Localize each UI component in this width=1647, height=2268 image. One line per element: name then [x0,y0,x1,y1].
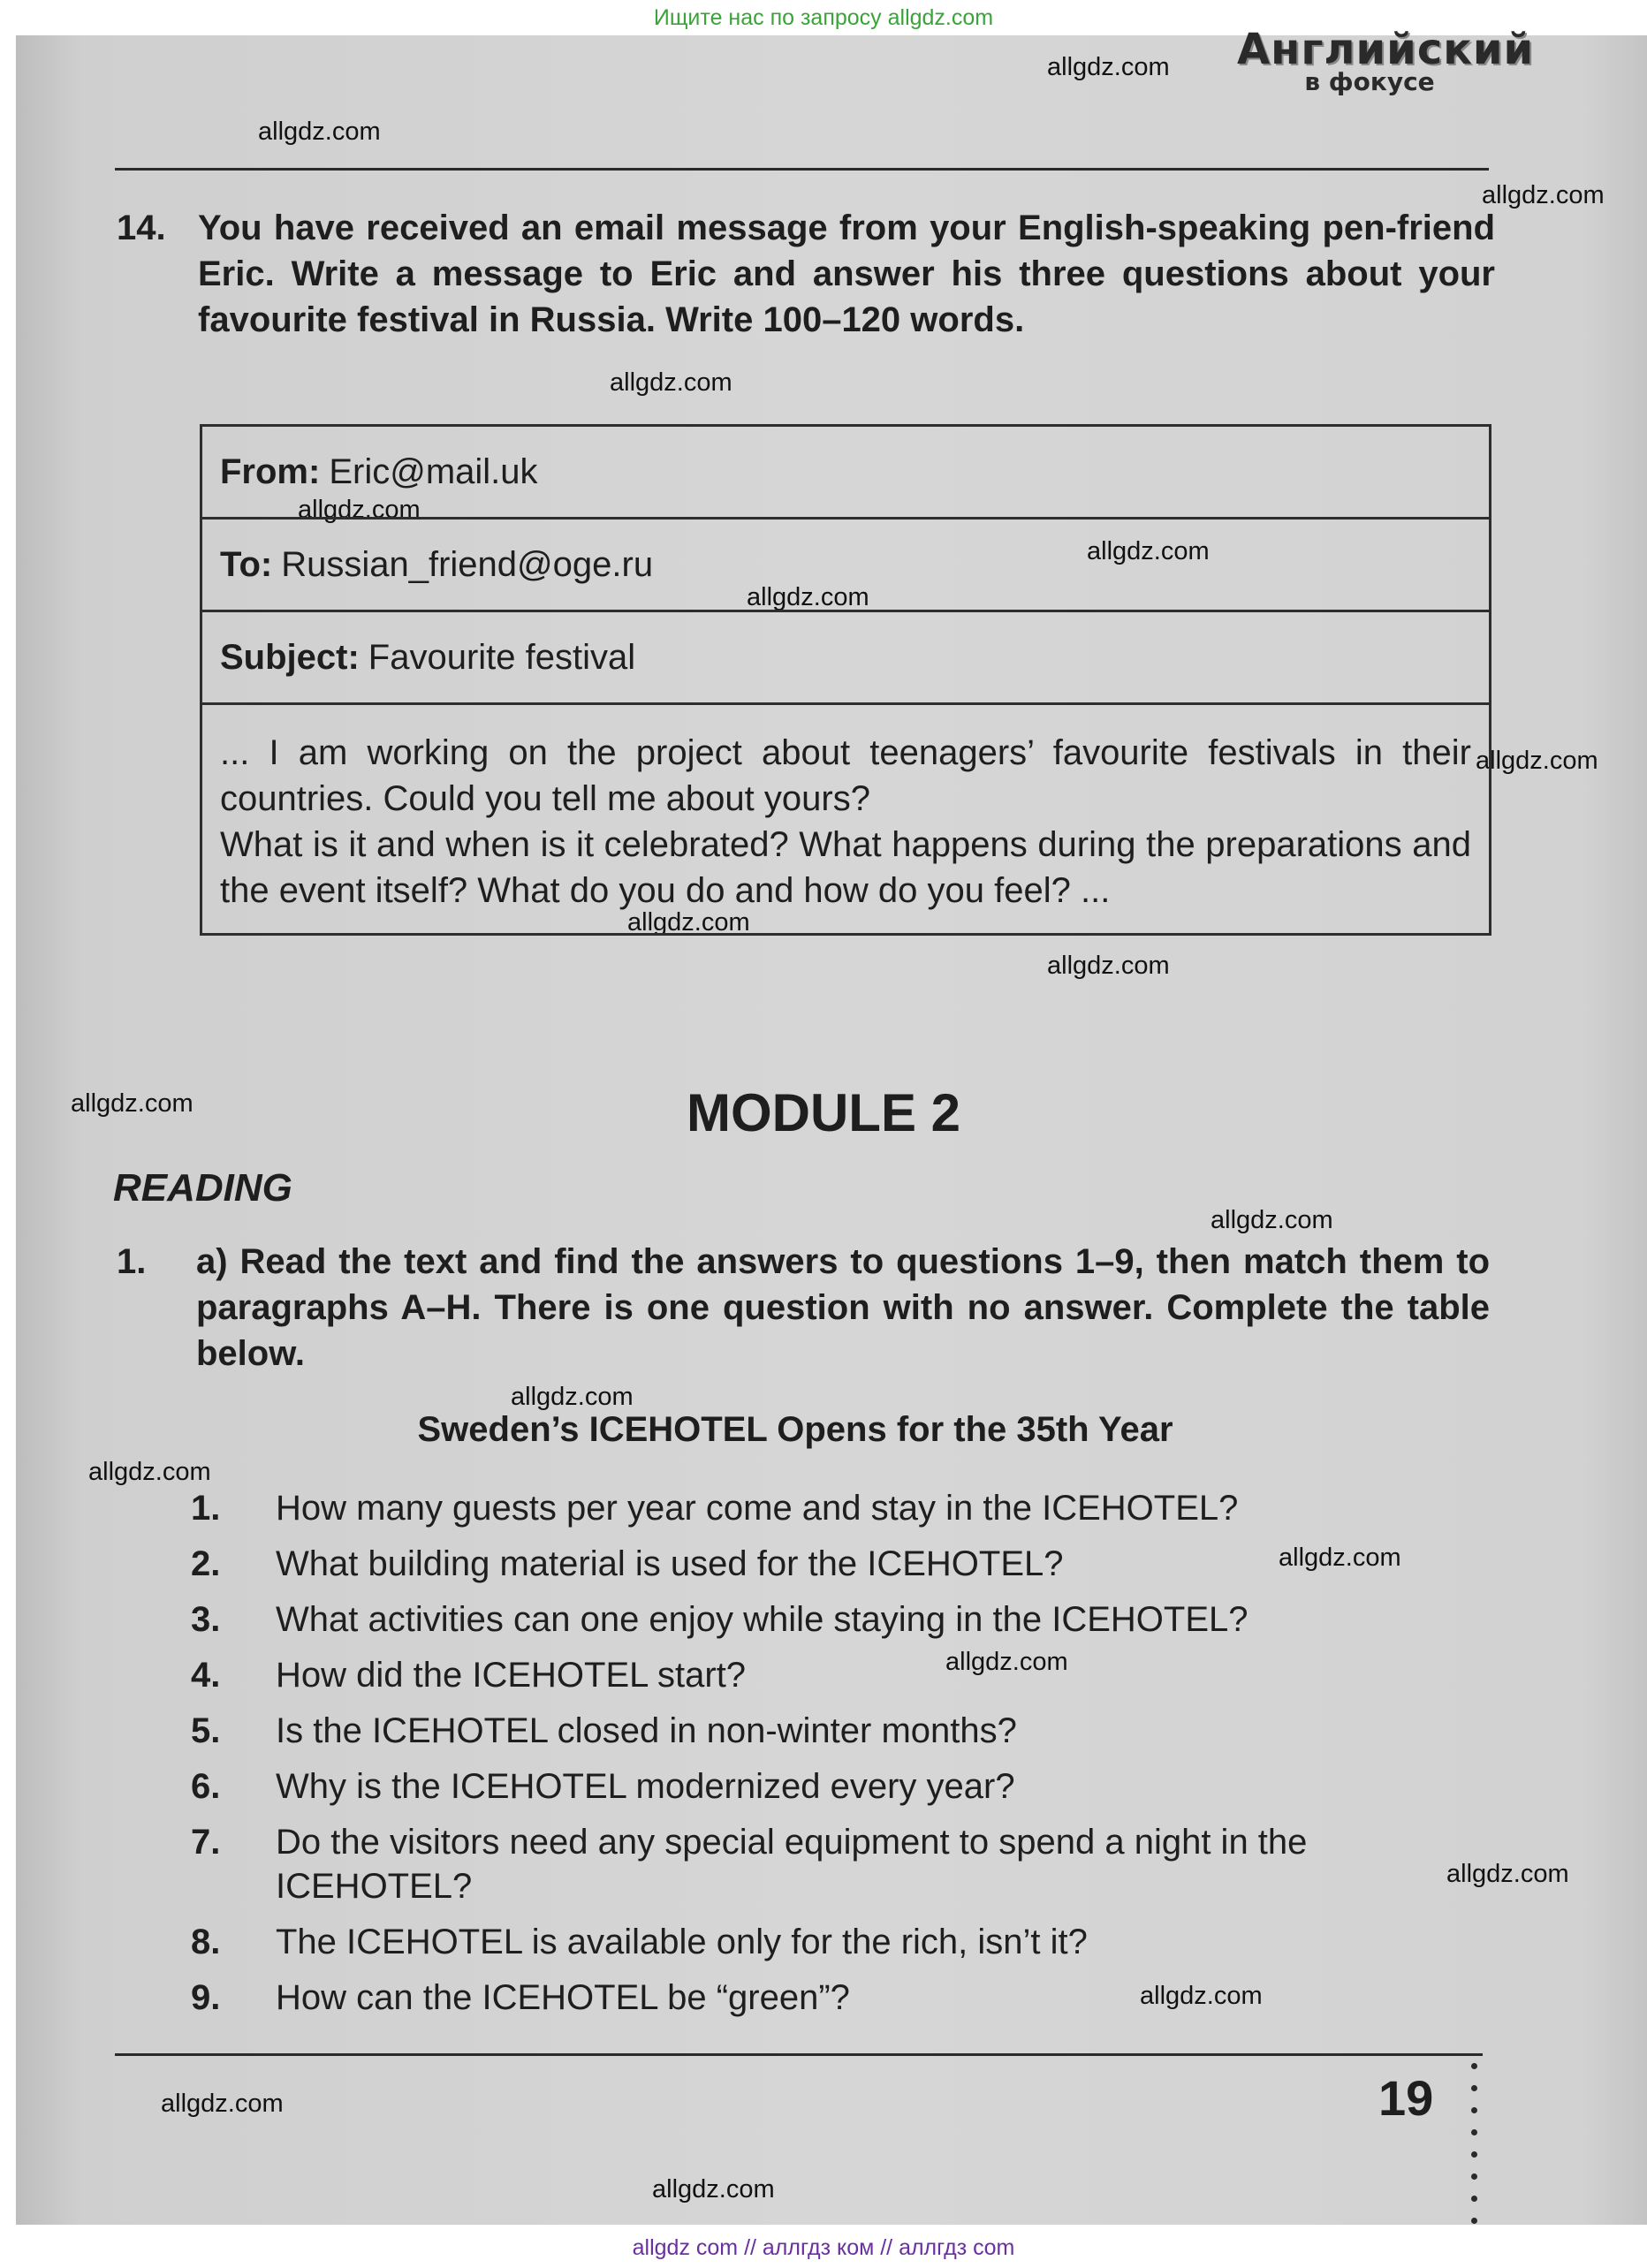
watermark: allgdz.com [1476,747,1598,775]
question-text: How many guests per year come and stay in the ICEHOTEL? [276,1489,1239,1528]
email-body-line: ... I am working on the project about teenagers’ favourite festivals in their countries. Could you tell me about yours? [220,733,1471,818]
subject-value: Favourite festival [368,637,636,677]
question-number: 9. [191,1978,221,2017]
email-box [200,424,1491,936]
footer-divider [115,2053,1483,2056]
task-14 [117,205,1495,343]
task-1 [117,1239,1490,1377]
question-number: 4. [191,1656,221,1695]
email-body [202,705,1489,933]
email-subject-row [202,612,1489,705]
watermark: allgdz.com [1446,1860,1569,1888]
task-number: 14. [117,209,166,247]
question-text: Why is the ICEHOTEL modernized every year? [276,1767,1015,1806]
question-item [191,1653,1481,1697]
top-banner[interactable]: Ищите нас по запросу allgdz.com [653,5,994,30]
question-number: 6. [191,1767,221,1806]
question-text: What activities can one enjoy while staying in the ICEHOTEL? [276,1600,1249,1639]
header-divider [115,168,1489,171]
subject-label: Subject: [220,637,360,677]
watermark: allgdz.com [945,1648,1068,1676]
watermark: allgdz.com [1047,53,1170,81]
watermark: allgdz.com [1087,537,1210,565]
watermark: allgdz.com [71,1089,194,1118]
watermark: allgdz.com [627,908,750,937]
question-item [191,1542,1481,1586]
question-text: What building material is used for the ICEHOTEL? [276,1544,1064,1583]
to-label: To: [220,544,273,584]
page-number: 19 [1378,2070,1434,2126]
question-number: 8. [191,1923,221,1961]
question-item [191,1486,1481,1530]
logo-title: Английский [1237,25,1535,74]
watermark: allgdz.com [1211,1206,1333,1234]
watermark: allgdz.com [1047,952,1170,980]
watermark: allgdz.com [610,368,732,397]
module-title: MODULE 2 [686,1083,961,1142]
email-from-row [202,427,1489,520]
task-instruction: a) Read the text and find the answers to questions 1–9, then match them to paragraphs A–H. There is one question with no answer. Complete the table below. [196,1242,1490,1373]
question-number: 1. [191,1489,221,1528]
question-text: The ICEHOTEL is available only for the rich, isn’t it? [276,1923,1088,1961]
question-item [191,1597,1481,1642]
question-number: 2. [191,1544,221,1583]
bottom-banner[interactable]: allgdz com // аллгдз ком // аллгдз com [632,2235,1015,2260]
question-item [191,1820,1481,1908]
question-number: 7. [191,1823,221,1862]
to-value: Russian_friend@oge.ru [281,544,654,584]
text-title: Sweden’s ICEHOTEL Opens for the 35th Year [417,1410,1173,1449]
email-body-line: What is it and when is it celebrated? What happens during the preparations and the event itself? What do you do and how do you feel? ... [220,825,1471,910]
question-item [191,1976,1481,2020]
watermark: allgdz.com [298,496,421,524]
watermark: allgdz.com [1482,181,1605,209]
question-item [191,1920,1481,1964]
watermark: allgdz.com [652,2175,775,2204]
textbook-logo [1237,25,1535,96]
watermark: allgdz.com [258,118,381,146]
watermark: allgdz.com [511,1383,634,1411]
question-item [191,1709,1481,1753]
page-edge-dots [1471,2063,1478,2240]
task-number: 1. [117,1242,147,1281]
email-to-row [202,520,1489,612]
question-number: 5. [191,1711,221,1750]
from-value: Eric@mail.uk [329,451,538,491]
watermark: allgdz.com [747,583,869,611]
question-number: 3. [191,1600,221,1639]
logo-subtitle: в фокусе [1304,67,1435,96]
question-list [191,1486,1481,2031]
question-text: Do the visitors need any special equipment to spend a night in the ICEHOTEL? [276,1823,1308,1906]
task-instruction: You have received an email message from your English-speaking pen-friend Eric. Write a message to Eric and answer his three questions about your favourite festival in Russia. Write 100–120 words. [198,209,1495,339]
watermark: allgdz.com [88,1458,211,1486]
question-text: Is the ICEHOTEL closed in non-winter months? [276,1711,1017,1750]
watermark: allgdz.com [1140,1982,1263,2010]
watermark: allgdz.com [161,2090,284,2118]
section-heading: READING [113,1166,292,1210]
watermark: allgdz.com [1279,1544,1401,1572]
question-text: How can the ICEHOTEL be “green”? [276,1978,850,2017]
from-label: From: [220,451,321,491]
question-item [191,1764,1481,1809]
question-text: How did the ICEHOTEL start? [276,1656,747,1695]
